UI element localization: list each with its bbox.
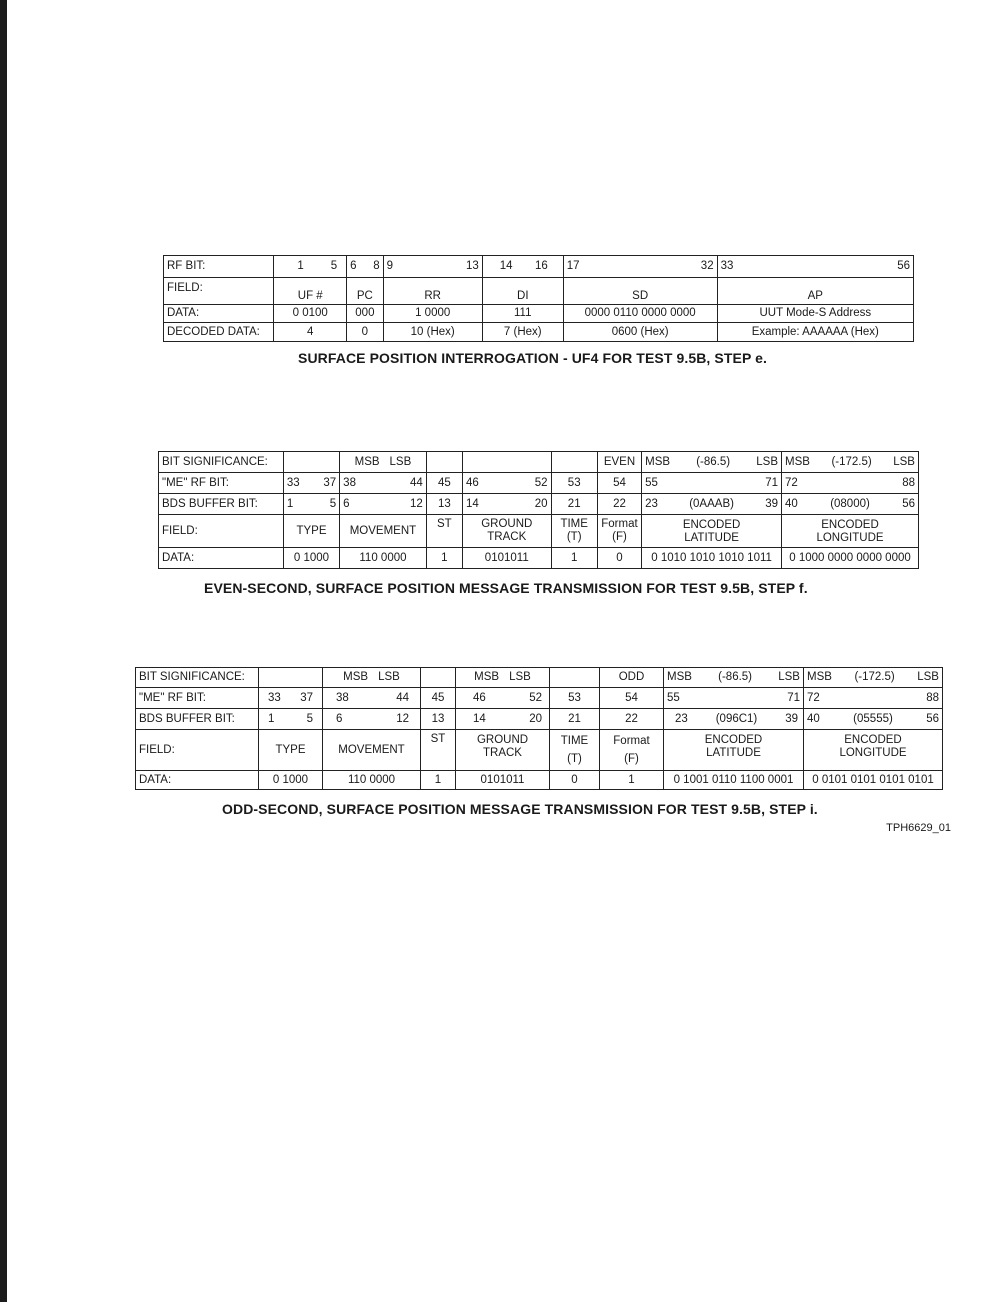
data-cell: 0 1010 1010 1010 1011: [642, 548, 782, 569]
field-line: (F): [612, 531, 627, 543]
data-cell: 1 0000: [383, 305, 482, 323]
bit-cell: 21: [551, 494, 597, 515]
data-cell: 1: [600, 771, 664, 790]
bit-start: 1: [297, 260, 304, 272]
bit-start: 6: [343, 497, 350, 510]
decoded-cell: 4: [274, 323, 347, 342]
row-label: FIELD:: [136, 730, 259, 771]
row-label: DATA:: [159, 548, 284, 569]
empty-cell: [283, 452, 339, 473]
field-line: LONGITUDE: [839, 747, 907, 759]
decoded-cell: 0: [347, 323, 383, 342]
field-cell: TYPE: [283, 515, 339, 548]
row-label: BDS BUFFER BIT:: [159, 494, 284, 515]
data-cell: 0000 0110 0000 0000: [563, 305, 717, 323]
field-line: ENCODED: [844, 734, 902, 746]
odd-second-message-table: [135, 667, 943, 790]
data-cell: 111: [482, 305, 563, 323]
decoded-cell: Example: AAAAAA (Hex): [717, 323, 913, 342]
field-cell: DI: [482, 278, 563, 305]
bit-cell: 21: [550, 709, 600, 730]
bit-end: 5: [330, 260, 338, 272]
table2-caption: EVEN-SECOND, SURFACE POSITION MESSAGE TRANSMISSION FOR TEST 9.5B, STEP f.: [204, 580, 808, 596]
row-label: FIELD:: [159, 515, 284, 548]
bit-start: 55: [667, 691, 680, 704]
bit-start: 6: [336, 712, 343, 725]
field-line: (T): [566, 531, 582, 543]
field-cell: UF #: [274, 278, 347, 305]
data-cell: 0 0101 0101 0101 0101: [804, 771, 943, 790]
bit-end: 5: [329, 497, 337, 510]
empty-cell: [551, 452, 597, 473]
format-significance: EVEN: [597, 452, 641, 473]
decoded-cell: 10 (Hex): [383, 323, 482, 342]
row-label: BIT SIGNIFICANCE:: [136, 668, 259, 688]
data-row: [164, 305, 914, 323]
bit-significance-row: [159, 452, 919, 473]
data-cell: 0 1000 0000 0000 0000: [782, 548, 919, 569]
field-cell: SD: [563, 278, 717, 305]
field-line: ENCODED: [704, 734, 763, 746]
field-line: TRACK: [487, 531, 527, 543]
bit-start: 55: [645, 476, 658, 489]
field-cell: TYPE: [259, 730, 323, 771]
data-cell: 1: [421, 771, 456, 790]
field-line: TRACK: [483, 747, 522, 759]
longitude-value: (-172.5): [854, 671, 895, 683]
hex-value: (05555): [853, 712, 893, 725]
bit-end: 44: [396, 691, 409, 704]
lsb-label: LSB: [917, 671, 939, 683]
lsb-label: LSB: [893, 455, 915, 468]
bit-end: 37: [323, 476, 337, 489]
bit-end: 52: [534, 476, 548, 489]
data-cell: 0: [597, 548, 641, 569]
bit-end: 12: [409, 497, 423, 510]
bit-start: 14: [499, 260, 513, 272]
longitude-value: (-172.5): [831, 455, 872, 468]
msb-label: MSB: [343, 671, 369, 683]
bit-start: 40: [807, 712, 820, 725]
table1-caption: SURFACE POSITION INTERROGATION - UF4 FOR TEST 9.5B, STEP e.: [298, 350, 767, 366]
rf-bit-row: [164, 256, 914, 278]
lsb-label: LSB: [378, 671, 400, 683]
bit-end: 56: [902, 497, 915, 510]
data-cell: 1: [426, 548, 462, 569]
field-row: [164, 278, 914, 305]
bit-cell: 45: [426, 473, 462, 494]
bit-end: 56: [926, 712, 939, 725]
hex-value: (096C1): [715, 712, 758, 725]
row-label: RF BIT:: [164, 256, 274, 278]
field-row: [136, 730, 943, 771]
data-row: [136, 771, 943, 790]
empty-cell: [462, 452, 551, 473]
bit-end: 44: [409, 476, 423, 489]
empty-cell: [426, 452, 462, 473]
field-cell: MOVEMENT: [340, 515, 427, 548]
bit-start: 46: [465, 476, 479, 489]
bit-start: 14: [473, 712, 486, 725]
data-cell: 0 1001 0110 1100 0001: [664, 771, 804, 790]
bit-end: 71: [765, 476, 779, 489]
bit-end: 52: [529, 691, 542, 704]
row-label: DATA:: [136, 771, 259, 790]
empty-cell: [421, 668, 456, 688]
field-cell: ST: [426, 515, 462, 548]
decoded-row: [164, 323, 914, 342]
bit-cell: 13: [421, 709, 456, 730]
bit-end: 37: [300, 691, 313, 704]
field-line: ENCODED: [682, 519, 741, 531]
bit-end: 88: [902, 476, 915, 489]
row-label: DATA:: [164, 305, 274, 323]
hex-value: (08000): [830, 497, 870, 510]
latitude-value: (-86.5): [696, 455, 731, 468]
data-cell: 110 0000: [340, 548, 427, 569]
bit-cell: 53: [551, 473, 597, 494]
bds-buffer-bit-row: [159, 494, 919, 515]
bit-start: 38: [336, 691, 349, 704]
bit-cell: 22: [600, 709, 664, 730]
bit-start: 46: [473, 691, 486, 704]
bit-start: 33: [286, 476, 300, 489]
bit-end: 32: [700, 260, 714, 272]
bit-start: 1: [286, 497, 294, 510]
latitude-value: (-86.5): [718, 671, 753, 683]
row-label: "ME" RF BIT:: [136, 688, 259, 709]
field-line: ENCODED: [821, 519, 879, 531]
data-cell: 0 1000: [283, 548, 339, 569]
data-cell: 1: [551, 548, 597, 569]
field-line: Format: [601, 518, 638, 530]
bit-start: 9: [386, 260, 393, 272]
data-cell: 0: [550, 771, 600, 790]
field-line: (T): [567, 753, 582, 765]
bit-start: 40: [785, 497, 798, 510]
lsb-label: LSB: [778, 671, 800, 683]
bit-cell: 45: [421, 688, 456, 709]
bit-cell: 13: [426, 494, 462, 515]
row-label: BDS BUFFER BIT:: [136, 709, 259, 730]
field-cell: ST: [421, 730, 456, 771]
field-line: TIME: [560, 518, 588, 530]
data-cell: 110 0000: [323, 771, 421, 790]
decoded-cell: 0600 (Hex): [563, 323, 717, 342]
bit-start: 23: [675, 712, 688, 725]
row-label: FIELD:: [164, 278, 274, 305]
uf4-interrogation-table: [163, 255, 914, 342]
figure-reference: TPH6629_01: [886, 822, 951, 834]
hex-value: (0AAAB): [689, 497, 734, 510]
bit-start: 14: [465, 497, 479, 510]
me-rf-bit-row: [159, 473, 919, 494]
data-cell: 000: [347, 305, 383, 323]
field-line: GROUND: [476, 734, 529, 746]
msb-label: MSB: [785, 455, 810, 468]
msb-label: MSB: [807, 671, 832, 683]
bit-end: 71: [787, 691, 800, 704]
format-significance: ODD: [600, 668, 664, 688]
row-label: "ME" RF BIT:: [159, 473, 284, 494]
bit-start: 72: [785, 476, 798, 489]
field-cell: MOVEMENT: [323, 730, 421, 771]
field-cell: AP: [717, 278, 913, 305]
data-cell: 0 0100: [274, 305, 347, 323]
field-line: Format: [613, 735, 650, 747]
data-cell: 0 1000: [259, 771, 323, 790]
page-edge-bar: [0, 0, 7, 1302]
data-cell: 0101011: [462, 548, 551, 569]
field-line: LATITUDE: [706, 747, 761, 759]
field-line: (F): [624, 753, 639, 765]
msb-label: MSB: [474, 671, 500, 683]
bit-end: 16: [534, 260, 548, 272]
bit-cell: 54: [597, 473, 641, 494]
data-cell: 0101011: [456, 771, 550, 790]
bit-start: 33: [268, 691, 281, 704]
bit-end: 8: [373, 260, 380, 272]
bit-cell: 22: [597, 494, 641, 515]
row-label: BIT SIGNIFICANCE:: [159, 452, 284, 473]
even-second-message-table: [158, 451, 919, 569]
bit-end: 12: [396, 712, 409, 725]
lsb-label: LSB: [756, 455, 779, 468]
bit-end: 20: [534, 497, 548, 510]
decoded-cell: 7 (Hex): [482, 323, 563, 342]
bit-end: 20: [529, 712, 542, 725]
bit-end: 88: [926, 691, 939, 704]
bds-buffer-bit-row: [136, 709, 943, 730]
field-line: LONGITUDE: [816, 532, 884, 544]
row-label: DECODED DATA:: [164, 323, 274, 342]
bit-start: 6: [350, 260, 357, 272]
empty-cell: [259, 668, 323, 688]
bit-start: 17: [566, 260, 580, 272]
msb-label: MSB: [354, 455, 380, 468]
table3-caption: ODD-SECOND, SURFACE POSITION MESSAGE TRANSMISSION FOR TEST 9.5B, STEP i.: [222, 801, 818, 817]
data-row: [159, 548, 919, 569]
bit-start: 38: [343, 476, 356, 489]
field-line: LATITUDE: [684, 532, 739, 544]
field-cell: PC: [347, 278, 383, 305]
bit-end: 13: [465, 260, 479, 272]
bit-cell: 53: [550, 688, 600, 709]
bit-start: 33: [720, 260, 734, 272]
field-row: [159, 515, 919, 548]
bit-end: 56: [897, 260, 910, 272]
bit-start: 23: [645, 497, 658, 510]
bit-cell: 54: [600, 688, 664, 709]
lsb-label: LSB: [509, 671, 531, 683]
empty-cell: [550, 668, 600, 688]
bit-start: 1: [268, 712, 275, 725]
bit-end: 39: [785, 712, 798, 725]
bit-end: 5: [306, 712, 313, 725]
msb-label: MSB: [667, 671, 692, 683]
bit-significance-row: [136, 668, 943, 688]
bit-end: 39: [765, 497, 779, 510]
field-cell: RR: [383, 278, 482, 305]
data-cell: UUT Mode-S Address: [717, 305, 913, 323]
msb-label: MSB: [645, 455, 671, 468]
me-rf-bit-row: [136, 688, 943, 709]
field-line: TIME: [560, 735, 589, 747]
field-line: GROUND: [481, 518, 533, 530]
lsb-label: LSB: [389, 455, 412, 468]
bit-start: 72: [807, 691, 820, 704]
